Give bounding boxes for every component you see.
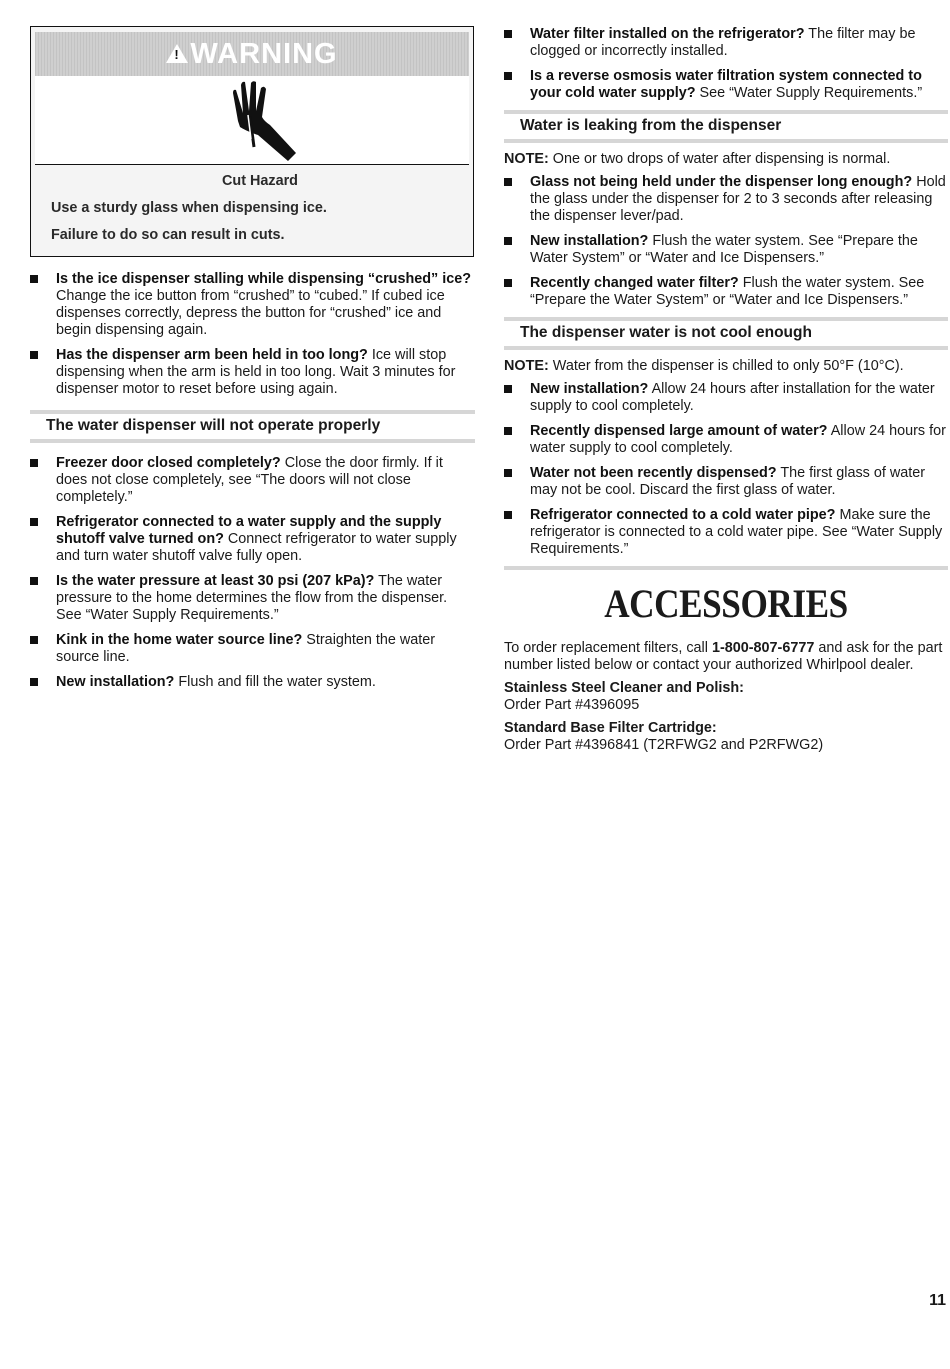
accessory-title: Stainless Steel Cleaner and Polish: [504,680,744,696]
list-item [30,674,475,691]
intro-text: and ask for the part number listed below or contact your authorized Whirlpool dealer. [504,640,943,673]
page-number: 11 [929,1292,946,1309]
item-question: Is the water pressure at least 30 psi (207 kPa)? [56,573,375,589]
water-filter-list [504,26,948,102]
item-question: New installation? [56,674,175,690]
bullet-icon [504,178,512,186]
section-divider [504,566,948,570]
list-item [504,507,948,558]
warning-pictogram [35,76,469,165]
ice-dispenser-list [30,271,475,398]
bullet-icon [30,275,38,283]
bullet-icon [504,385,512,393]
item-question: Is the ice dispenser stalling while dispensing “crushed” ice? [56,271,472,287]
list-item [30,573,475,624]
item-answer: Close the door firmly. If it does not close completely, see “The doors will not close completely.” [56,455,443,505]
item-answer: Allow 24 hours for water supply to cool completely. [530,423,946,456]
list-item [30,271,475,339]
item-answer: The first glass of water may not be cool. Discard the first glass of water. [530,465,926,498]
item-question: Water not been recently dispensed? [530,465,777,481]
accessories-title: ACCESSORIES [604,581,848,626]
warning-banner-text: WARNING [190,37,338,70]
warning-banner [35,32,469,76]
item-answer: Straighten the water source line. [56,632,436,665]
list-item [504,465,948,499]
list-item [504,26,948,60]
bullet-icon [504,237,512,245]
bullet-icon [30,518,38,526]
list-item [30,514,475,565]
note-label: NOTE: [504,358,549,374]
left-column [30,26,475,699]
warning-text [35,165,469,252]
accessory-part: Order Part #4396095 [504,697,640,713]
warning-line: Use a sturdy glass when dispensing ice. [51,200,327,216]
list-item [30,632,475,666]
item-question: Refrigerator connected to a water supply and the supply shutoff valve turned on? [56,514,442,547]
bullet-icon [30,577,38,585]
intro-text: To order replacement filters, call [504,640,708,656]
warning-box [30,26,474,257]
item-question: Has the dispenser arm been held in too long? [56,347,368,363]
bullet-icon [504,72,512,80]
list-item [504,275,948,309]
bullet-icon [30,351,38,359]
list-item [504,381,948,415]
item-answer: Flush the water system. See “Prepare the Water System” or “Water and Ice Dispensers.” [530,275,925,308]
note-text: One or two drops of water after dispensing is normal. [552,151,891,167]
item-answer: See “Water Supply Requirements.” [699,85,923,101]
bullet-icon [30,459,38,467]
section-heading: The dispenser water is not cool enough [504,317,948,350]
list-item [504,68,948,102]
item-answer: Hold the glass under the dispenser for 2 to 3 seconds after releasing the dispenser lever/pad. [530,174,946,224]
item-answer: Change the ice button from “crushed” to “cubed.” If cubed ice dispenses correctly, depress the button for “crushed” ice and begin dispensing again. [56,288,445,338]
item-question: Recently changed water filter? [530,275,739,291]
hazard-title: Cut Hazard [222,173,298,189]
item-answer: Ice will stop dispensing when the arm is held in too long. Wait 3 minutes for dispenser motor to reset before using again. [56,347,456,397]
item-question: Is a reverse osmosis water filtration system connected to your cold water supply? [530,68,922,101]
right-column [504,26,948,760]
list-item [30,347,475,398]
item-answer: The filter may be clogged or incorrectly installed. [530,26,916,59]
bullet-icon [504,469,512,477]
item-answer: Flush and fill the water system. [178,674,376,690]
accessory-item [504,720,948,754]
warning-triangle-icon: ! [166,44,188,63]
phone-number: 1-800-807-6777 [711,640,815,656]
item-answer: Allow 24 hours after installation for the water supply to cool completely. [530,381,935,414]
bullet-icon [504,427,512,435]
item-answer: Connect refrigerator to water supply and turn water shutoff valve fully open. [56,531,457,564]
item-question: Kink in the home water source line? [56,632,303,648]
list-item [504,423,948,457]
bullet-icon [504,279,512,287]
bullet-icon [504,511,512,519]
water-dispenser-list [30,455,475,691]
list-item [504,174,948,225]
note [504,151,948,168]
list-item [504,233,948,267]
accessory-item [504,680,948,714]
item-question: Recently dispensed large amount of water? [530,423,828,439]
note [504,358,948,375]
item-question: Glass not being held under the dispenser long enough? [530,174,913,190]
cut-hand-icon [218,77,308,163]
bullet-icon [30,636,38,644]
note-label: NOTE: [504,151,549,167]
item-answer: The water pressure to the home determines the flow from the dispenser. See “Water Supply Requirements.” [56,573,448,623]
note-text: Water from the dispenser is chilled to only 50°F (10°C). [552,358,904,374]
list-item [30,455,475,506]
bullet-icon [30,678,38,686]
accessory-title: Standard Base Filter Cartridge: [504,720,717,736]
item-answer: Flush the water system. See “Prepare the Water System” or “Water and Ice Dispensers.” [530,233,918,266]
item-question: New installation? [530,381,649,397]
cool-list [504,381,948,558]
accessories-intro [504,640,948,674]
section-heading: The water dispenser will not operate properly [30,410,475,443]
leak-list [504,174,948,309]
warning-line: Failure to do so can result in cuts. [51,227,285,243]
item-question: Freezer door closed completely? [56,455,281,471]
item-answer: Make sure the refrigerator is connected to a cold water pipe. See “Water Supply Requirements.” [530,507,943,557]
bullet-icon [504,30,512,38]
accessory-part: Order Part #4396841 (T2RFWG2 and P2RFWG2) [504,737,824,753]
item-question: Water filter installed on the refrigerator? [530,26,805,42]
item-question: Refrigerator connected to a cold water pipe? [530,507,836,523]
section-heading: Water is leaking from the dispenser [504,110,948,143]
item-question: New installation? [530,233,649,249]
